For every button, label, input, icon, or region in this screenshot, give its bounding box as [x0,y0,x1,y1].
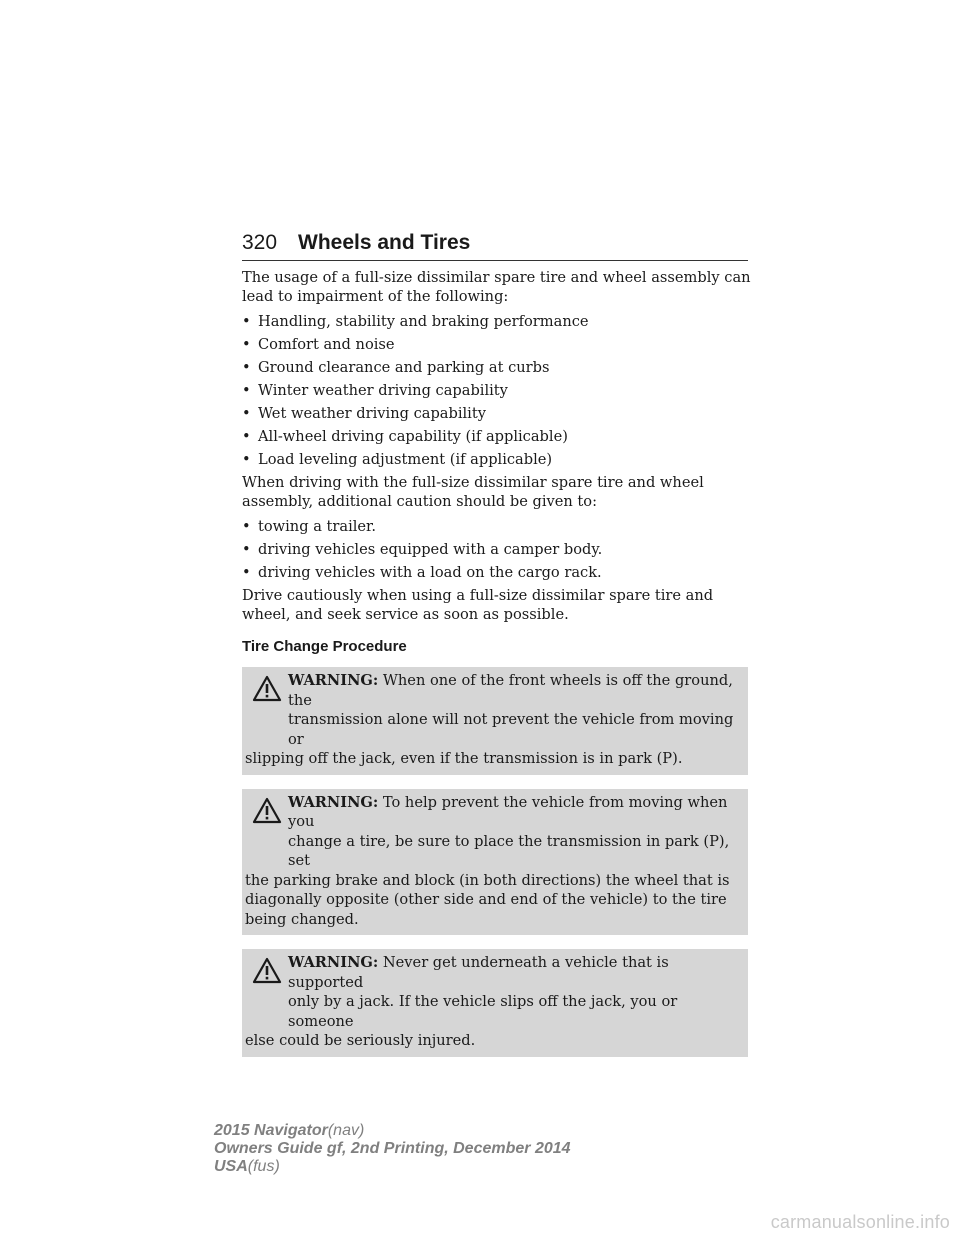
warning-triangle-icon [252,797,282,824]
warning-text-indented: WARNING: To help prevent the vehicle from moving when you change a tire, be sure to place the transmission in park (P), set [288,793,730,869]
page-body [242,268,754,1071]
impairment-list [242,312,754,469]
bullet-glyph: • [242,428,251,445]
list-item: • Ground clearance and parking at curbs [242,359,550,376]
warning-text-indented: WARNING: Never get underneath a vehicle that is supported only by a jack. If the vehicle slips off the jack, you or someone [288,954,678,1030]
list-item: • Wet weather driving capability [242,405,486,422]
caution-paragraph: When driving with the full-size dissimilar spare tire and wheel assembly, additional caution should be given to: [242,474,704,510]
bullet-glyph: • [242,541,251,558]
footer-region-line [214,1158,571,1176]
bullet-glyph: • [242,564,251,581]
watermark: carmanualsonline.info [770,1212,950,1232]
warning-label: WARNING: [288,793,379,811]
warning-triangle-icon [252,957,282,984]
page-footer [214,1122,571,1176]
bullet-glyph: • [242,451,251,468]
footer-model-code: (nav) [327,1122,365,1139]
footer-guide: Owners Guide gf, 2nd Printing, December 2014 [214,1140,571,1157]
bullet-glyph: • [242,359,251,376]
bullet-glyph: • [242,518,251,535]
intro-paragraph: The usage of a full-size dissimilar spare tire and wheel assembly can lead to impairment of the following: [242,269,751,305]
chapter-title: Wheels and Tires [298,231,471,254]
footer-model-line [214,1122,571,1140]
warning-label: WARNING: [288,954,379,971]
caution-list [242,517,754,582]
footer-region: USA [214,1158,248,1175]
list-item: • driving vehicles with a load on the cargo rack. [242,564,602,581]
list-item: • Load leveling adjustment (if applicable) [242,451,553,468]
warning-text-indented: WARNING: When one of the front wheels is off the ground, the transmission alone will not prevent the vehicle from moving or [288,672,734,748]
page-header [242,228,748,261]
bullet-glyph: • [242,405,251,422]
list-item: • All-wheel driving capability (if applicable) [242,428,568,445]
list-item: • Handling, stability and braking performance [242,313,589,330]
section-heading: Tire Change Procedure [242,638,407,655]
warning-text: slipping off the jack, even if the transmission is in park (P). [245,750,683,767]
closing-paragraph: Drive cautiously when using a full-size dissimilar spare tire and wheel, and seek service as soon as possible. [242,587,714,623]
warning-box [242,789,748,936]
footer-region-code: (fus) [247,1158,280,1175]
list-item: • Comfort and noise [242,336,395,353]
warning-box [242,667,748,775]
page-number: 320 [242,231,278,254]
footer-model: 2015 Navigator [214,1122,328,1139]
warning-box [242,949,748,1057]
warning-text: else could be seriously injured. [245,1032,476,1049]
bullet-glyph: • [242,313,251,330]
bullet-glyph: • [242,382,251,399]
list-item: • Winter weather driving capability [242,382,508,399]
warning-label: WARNING: [288,672,379,689]
list-item: • driving vehicles equipped with a camper body. [242,541,603,558]
list-item: • towing a trailer. [242,518,377,535]
bullet-glyph: • [242,336,251,353]
warning-text: the parking brake and block (in both directions) the wheel that is diagonally opposite (other side and end of the vehicle) to the tire being changed. [245,871,730,928]
warning-triangle-icon [252,675,282,702]
